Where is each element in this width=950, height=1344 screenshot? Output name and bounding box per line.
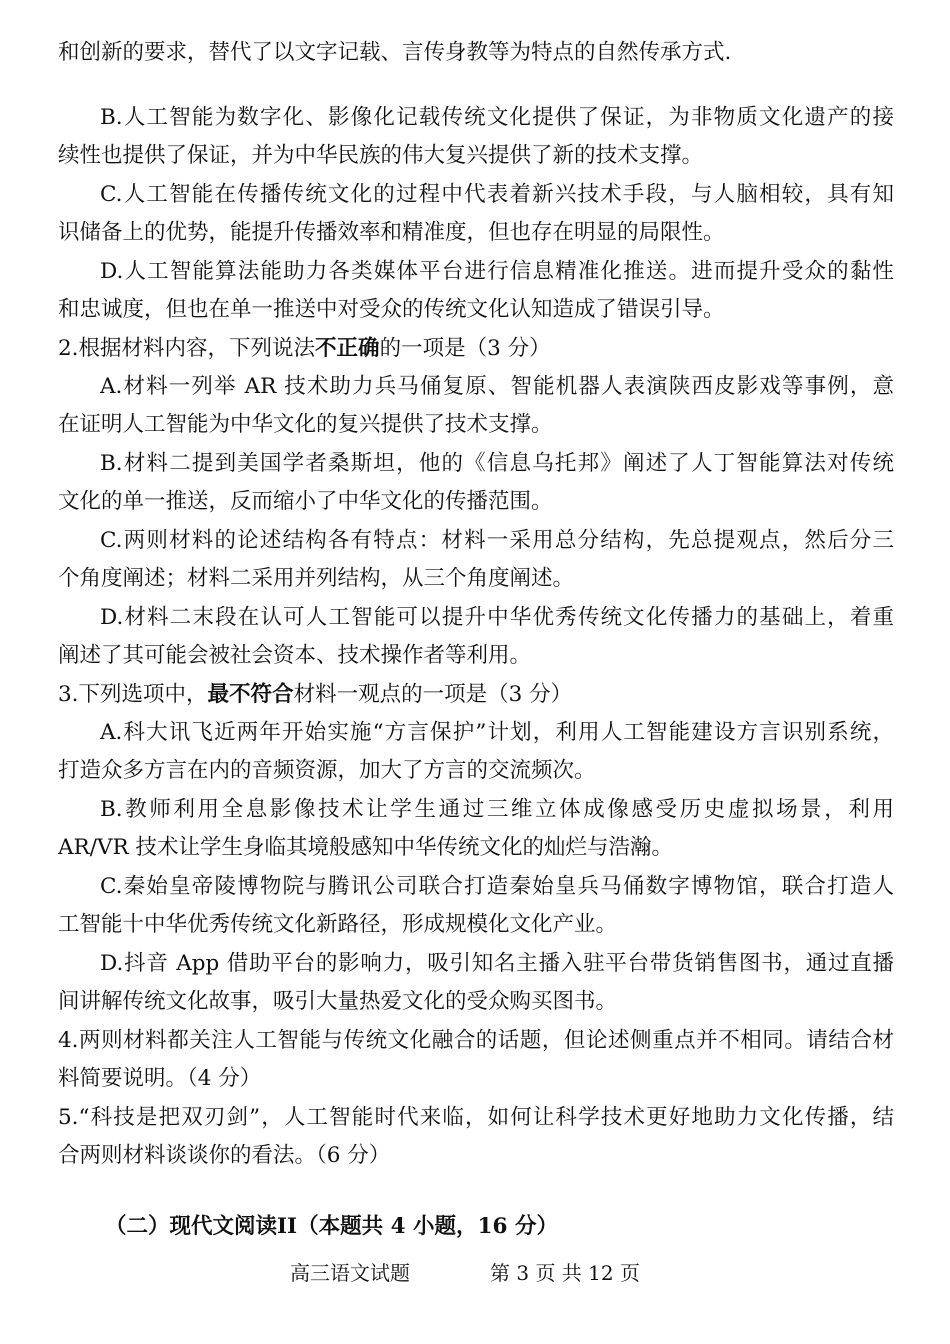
emphasis-char: 最 [208,680,230,710]
option-b-line: B.人工智能为数字化、影像化记载传统文化提供了保证，为非物质文化遗产的接 [100,105,894,130]
text-line: 个角度阐述；材料二采用并列结构，从三个角度阐述。 [58,566,575,591]
question-2-pre: 2.根据材料内容，下列说法 [58,336,316,361]
question-5-line: 5.“科技是把双刃剑”，人工智能时代来临，如何让科学技术更好地助力文化传播，结 [58,1105,894,1130]
question-4-line: 4.两则材料都关注人工智能与传统文化融合的话题，但论述侧重点并不相同。请结合材 [58,1028,894,1053]
text-line: 识储备上的优势，能提升传播效率和精准度，但也存在明显的局限性。 [58,220,725,245]
footer-title: 高三语文试题 [290,1261,410,1285]
emphasis-char: 不 [229,680,251,710]
question-2-stem [58,334,894,364]
emphasis-char: 合 [272,680,294,710]
text-line: 料简要说明。（4 分） [58,1066,262,1091]
text-line: 和创新的要求，替代了以文字记载、言传身教等为特点的自然传承方式. [58,40,732,65]
emphasis-char: 正 [337,334,359,364]
option-b-line: B.教师利用全息影像技术让学生通过三维立体成像感受历史虚拟场景，利用 [100,797,894,822]
option-b-line: B.材料二提到美国学者桑斯坦，他的《信息乌托邦》阐述了人丁智能算法对传统 [100,451,894,476]
text-line: 文化的单一推送，反而缩小了中华文化的传播范围。 [58,489,553,514]
text-line: 合两则材料谈谈你的看法。（6 分） [58,1143,391,1168]
question-3-pre: 3.下列选项中， [58,682,208,707]
question-3-stem [58,680,894,710]
emphasis-char: 符 [251,680,273,710]
option-c-line: C.两则材料的论述结构各有特点：材料一采用总分结构，先总提观点，然后分三 [100,528,894,553]
text-line: 工智能十中华优秀传统文化新路径，形成规模化文化产业。 [58,912,618,937]
text-line: 阐述了其可能会被社会资本、技术操作者等利用。 [58,643,532,668]
footer-page-info: 第 3 页 共 12 页 [490,1261,640,1285]
question-2-post: 的一项是（3 分） [379,336,551,361]
option-a-line: A.材料一列举 AR 技术助力兵马俑复原、智能机器人表演陕西皮影戏等事例，意 [100,374,894,399]
option-d-line: D.材料二末段在认可人工智能可以提升中华优秀传统文化传播力的基础上，着重 [100,605,894,630]
option-d-line: D.抖音 App 借助平台的影响力，吸引知名主播入驻平台带货销售图书，通过直播 [100,951,894,976]
text-line: 间讲解传统文化故事，吸引大量热爱文化的受众购买图书。 [58,989,618,1014]
text-line: 续性也提供了保证，并为中华民族的伟大复兴提供了新的技术支撑。 [58,143,704,168]
emphasis-char: 确 [358,334,380,364]
option-c-line: C.人工智能在传播传统文化的过程中代表着新兴技术手段，与人脑相较，具有知 [100,182,894,207]
option-a-line: A.科大讯飞近两年开始实施“方言保护”计划，利用人工智能建设方言识别系统， [100,720,894,745]
option-d-line: D.人工智能算法能助力各类媒体平台进行信息精准化推送。进而提升受众的黏性 [100,259,894,284]
question-3-post: 材料一观点的一项是（3 分） [293,682,573,707]
option-c-line: C.秦始皇帝陵博物院与腾讯公司联合打造秦始皇兵马俑数字博物馆，联合打造人 [100,874,894,899]
text-line: 在证明人工智能为中华文化的复兴提供了技术支撑。 [58,412,553,437]
text-line: AR/VR 技术让学生身临其境般感知中华传统文化的灿烂与浩瀚。 [58,835,674,860]
text-line: 打造众多方言在内的音频资源，加大了方言的交流频次。 [58,758,596,783]
section-title: （二）现代文阅读II（本题共 4 小题，16 分） [105,1214,558,1239]
emphasis-char: 不 [315,334,337,364]
text-line: 和忠诚度，但也在单一推送中对受众的传统文化认知造成了错误引导。 [58,297,725,322]
